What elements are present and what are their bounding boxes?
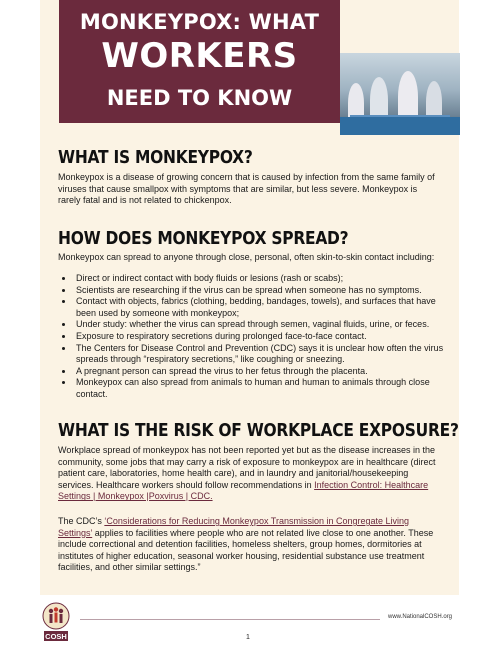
workplace-risk-paragraph: [58, 445, 440, 503]
section-heading-what-is: WHAT IS MONKEYPOX?: [58, 147, 253, 168]
list-item: • Monkeypox can also spread from animals to human and human to animals through close contact.: [74, 377, 456, 400]
paragraph-text: Workplace spread of monkeypox has not been reported yet but as the disease increases in the community, some jobs that may carry a risk of exposure to monkeypox are in healthcare (direct patient care, laboratories, home health care), and in laundry and janitorial/housekeeping services. Healthcare workers should follow recommendations in: [58, 445, 436, 490]
list-item: • Scientists are researching if the virus can be spread when someone has no symptoms.: [74, 285, 456, 297]
section-heading-workplace-risk: WHAT IS THE RISK OF WORKPLACE EXPOSURE?: [58, 420, 459, 441]
factory-workers-photo: [340, 53, 460, 135]
section-body-what-is: Monkeypox is a disease of growing concern that is caused by infection from the same family of viruses that cause smallpox with symptoms that are similar, but less severe. Monkeypox is rarely fatal and is not related to chickenpox.: [58, 172, 435, 206]
paragraph-prefix: The CDC’s: [58, 516, 105, 526]
banner-line-2: WORKERS: [101, 36, 298, 76]
list-item: • The Centers for Disease Control and Prevention (CDC) says it is unclear how often the virus spreads through “respiratory secretions,” like coughing or sneezing.: [74, 343, 456, 366]
list-item: • Direct or indirect contact with body fluids or lesions (rash or scabs);: [74, 273, 456, 285]
logo-text: COSH: [45, 632, 67, 641]
list-item: • Contact with objects, fabrics (clothing, bedding, bandages, towels), and surfaces that have been used by someone with monkeypox;: [74, 296, 456, 319]
congregate-living-paragraph: [58, 516, 440, 574]
title-banner: [59, 0, 340, 123]
cosh-logo: [42, 602, 70, 642]
list-item: • Exposure to respiratory secretions during prolonged face-to-face contact.: [74, 331, 456, 343]
list-item: • Under study: whether the virus can spread through semen, vaginal fluids, urine, or feces.: [74, 319, 456, 331]
list-item: • A pregnant person can spread the virus to her fetus through the placenta.: [74, 366, 456, 378]
section-heading-spread: HOW DOES MONKEYPOX SPREAD?: [58, 228, 349, 249]
paragraph-text: applies to facilities where people who are not related live close to one another. These include correctional and detention facilities, homeless shelters, group homes, dormitories at institutes of higher education, seasonal worker housing, residential substance use treatment facilities, and other similar settings.”: [58, 527, 434, 573]
spread-bullet-list: [58, 273, 456, 401]
banner-line-1: MONKEYPOX: WHAT: [79, 10, 320, 34]
spread-intro: Monkeypox can spread to anyone through close, personal, often skin-to-skin contact including:: [58, 252, 435, 262]
banner-line-3: NEED TO KNOW: [106, 86, 293, 110]
footer-divider: [80, 619, 380, 620]
cdc-congregate-settings-link[interactable]: ‘Considerations for Reducing Monkeypox Transmission in Congregate Living Settings’: [58, 516, 410, 538]
website-url: www.NationalCOSH.org: [388, 614, 453, 620]
page-number: 1: [246, 634, 250, 641]
cdc-infection-control-link[interactable]: Infection Control: Healthcare Settings | Monkeypox |Poxvirus | CDC.: [58, 479, 429, 502]
